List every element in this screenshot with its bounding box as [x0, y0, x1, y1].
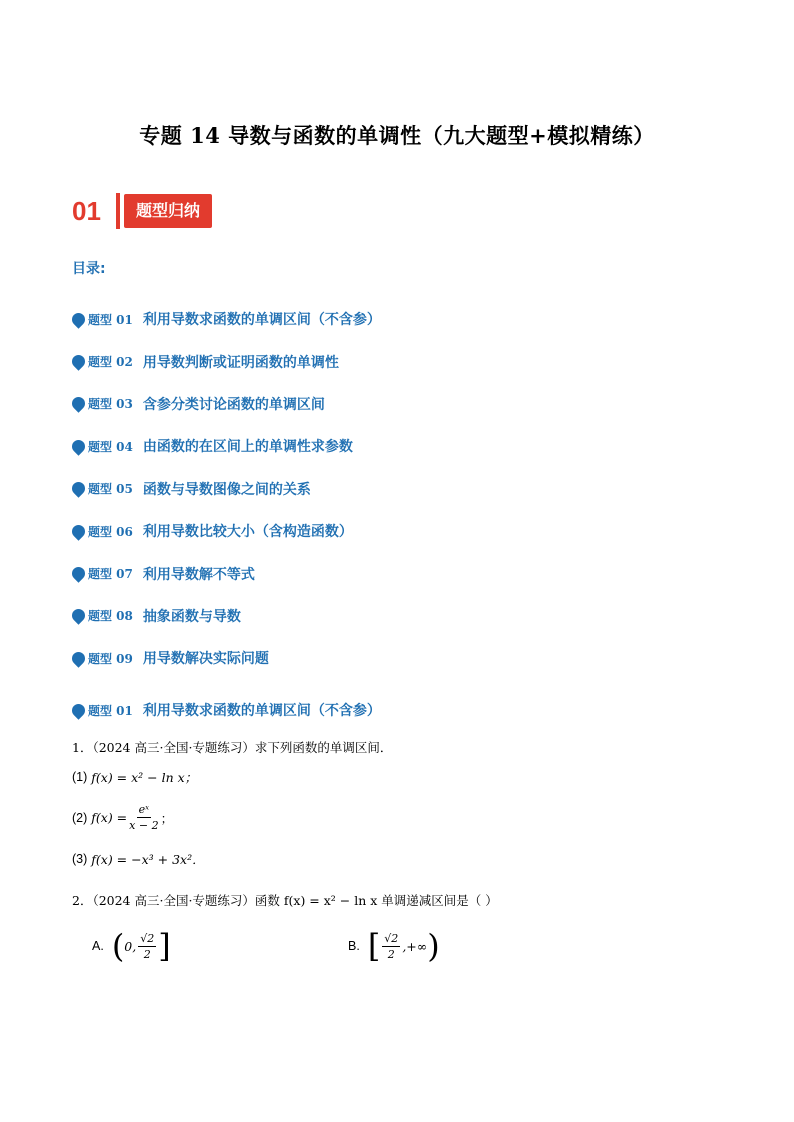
part-index: (1) — [72, 770, 88, 784]
fraction — [129, 802, 158, 833]
bracket-left: ( — [111, 927, 125, 965]
question-2-prompt: 2．（2024 高三·全国·专题练习）函数 f(x) = x² − ln x 单调递减区间是（ ） — [72, 893, 498, 908]
bookmark-icon — [69, 701, 87, 719]
toc-item[interactable] — [72, 340, 381, 382]
toc-item-label: 用导数解决实际问题 — [142, 651, 269, 668]
option-a[interactable] — [92, 927, 171, 965]
toc-item-label: 利用导数求函数的单调区间（不含参） — [142, 312, 381, 329]
fraction — [138, 931, 156, 962]
toc-item-tag: 题型 08 — [88, 609, 133, 624]
toc-list — [72, 298, 381, 680]
page-title: 专题 14 导数与函数的单调性（九大题型+模拟精练） — [139, 123, 655, 148]
bookmark-icon — [69, 395, 87, 413]
toc-item[interactable] — [72, 468, 381, 510]
toc-item-tag: 题型 01 — [88, 312, 133, 327]
bracket-left: [ — [367, 927, 381, 965]
formula: f(x) = x² − ln x； — [91, 770, 198, 785]
toc-item-tag: 题型 03 — [88, 397, 133, 412]
bookmark-icon — [69, 649, 87, 667]
option-letter: B. — [348, 939, 360, 953]
bookmark-icon — [69, 352, 87, 370]
fraction-denominator: 2 — [387, 947, 395, 961]
question-1-part-3 — [72, 850, 205, 868]
fraction-denominator: x − 2 — [129, 819, 159, 832]
toc-item-label: 函数与导数图像之间的关系 — [142, 481, 311, 498]
bookmark-icon — [69, 564, 87, 582]
toc-item[interactable] — [72, 637, 381, 679]
toc-item[interactable] — [72, 383, 381, 425]
bookmark-icon — [69, 480, 87, 498]
bracket-right: ] — [158, 927, 171, 965]
fraction-numerator: √2 — [384, 931, 399, 945]
fraction-denominator: 2 — [143, 947, 151, 961]
question-type-label: 利用导数求函数的单调区间（不含参） — [142, 703, 381, 719]
option-letter: A. — [92, 939, 104, 953]
toc-item-label: 利用导数解不等式 — [142, 566, 255, 583]
formula-lhs: f(x) = — [91, 810, 128, 825]
bookmark-icon — [69, 522, 87, 540]
question-1-prompt: 1．（2024 高三·全国·专题练习）求下列函数的单调区间． — [72, 740, 393, 755]
toc-item-tag: 题型 05 — [88, 482, 133, 497]
part-index: (3) — [72, 852, 88, 866]
question-1-part-1 — [72, 768, 197, 786]
section-label: 题型归纳 — [124, 194, 212, 228]
toc-heading: 目录: — [72, 261, 106, 277]
interval-end: ,+∞ — [402, 938, 428, 954]
question-type-tag: 题型 01 — [88, 703, 133, 718]
bookmark-icon — [69, 607, 87, 625]
section-badge — [72, 192, 212, 230]
toc-item[interactable] — [72, 425, 381, 467]
section-divider — [116, 193, 120, 229]
fraction — [382, 931, 400, 962]
bracket-right: ) — [427, 927, 440, 965]
question-1-part-2 — [72, 802, 173, 833]
bookmark-icon — [69, 437, 87, 455]
formula-end: ； — [160, 810, 174, 826]
toc-item-tag: 题型 02 — [88, 355, 133, 370]
section-number: 01 — [72, 195, 101, 226]
toc-item-label: 利用导数比较大小（含构造函数） — [142, 524, 353, 541]
toc-item[interactable] — [72, 510, 381, 552]
toc-item[interactable] — [72, 595, 381, 637]
toc-item-tag: 题型 07 — [88, 567, 133, 582]
toc-item[interactable] — [72, 298, 381, 340]
part-index: (2) — [72, 810, 88, 825]
toc-item-label: 含参分类讨论函数的单调区间 — [142, 396, 325, 413]
formula: f(x) = −x³ + 3x²． — [91, 852, 205, 867]
toc-item-tag: 题型 04 — [88, 439, 133, 454]
fraction-numerator: √2 — [140, 931, 155, 945]
toc-item-label: 抽象函数与导数 — [142, 608, 241, 625]
question-type-heading — [72, 700, 381, 720]
toc-item-tag: 题型 06 — [88, 524, 133, 539]
toc-item-label: 用导数判断或证明函数的单调性 — [142, 354, 339, 371]
toc-item[interactable] — [72, 552, 381, 594]
interval-start: 0, — [124, 938, 137, 954]
option-b[interactable] — [348, 927, 440, 965]
fraction-numerator: eˣ — [138, 803, 150, 816]
toc-item-tag: 题型 09 — [88, 651, 133, 666]
toc-item-label: 由函数的在区间上的单调性求参数 — [142, 439, 353, 456]
bookmark-icon — [69, 310, 87, 328]
